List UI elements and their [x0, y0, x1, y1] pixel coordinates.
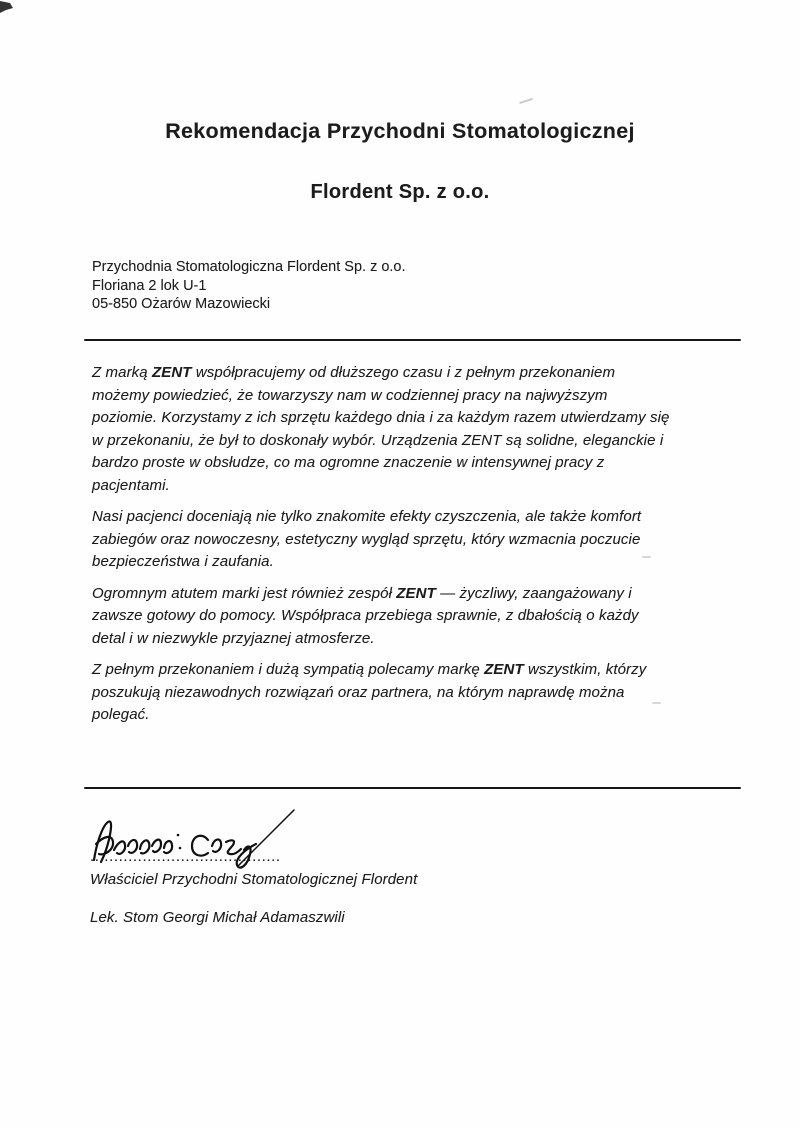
scan-speck-artifact [652, 702, 661, 704]
divider-bottom [84, 787, 741, 789]
letter-body [92, 362, 742, 736]
body-text-run: zabiegów oraz nowoczesny, estetyczny wygląd sprzętu, który wzmacnia poczucie [92, 530, 641, 548]
body-text-run: Z pełnym przekonaniem i dużą sympatią polecamy markę [92, 661, 485, 678]
body-paragraph [92, 362, 742, 497]
body-text-run: wszystkim, którzy [523, 661, 647, 678]
body-text-run: Z marką [92, 364, 152, 381]
body-text-run: detal i w niezwykle przyjaznej atmosferze. [92, 629, 375, 647]
page-subtitle: Flordent Sp. z o.o. [310, 181, 490, 203]
body-text-run: bardzo proste w obsłudze, co ma ogromne znaczenie w intensywnej pracy z [92, 454, 605, 471]
scan-smudge-artifact [519, 98, 533, 104]
body-text-run: — życzliwy, zaangażowany i [435, 584, 632, 602]
body-paragraph [92, 659, 742, 727]
divider-top [84, 339, 741, 341]
body-paragraph [92, 506, 742, 574]
body-text-run: pacjentami. [92, 476, 170, 494]
body-text-run: polegać. [92, 706, 150, 723]
recipient-company: Przychodnia Stomatologiczna Flordent Sp. z o.o. [92, 259, 406, 275]
body-paragraph [92, 583, 742, 651]
body-text-run: współpracujemy od dłuższego czasu i z pełnym przekonaniem [191, 364, 616, 381]
body-text-run: poziomie. Korzystamy z ich sprzętu każdego dnia i za każdym razem utwierdzamy się [92, 409, 670, 426]
scan-corner-artifact [0, 0, 18, 16]
body-text-run: Nasi pacjenci doceniają nie tylko znakomite efekty czyszczenia, ale także komfort [92, 508, 642, 525]
body-text-run: możemy powiedzieć, że towarzyszy nam w codziennej pracy na najwyższym [92, 386, 608, 404]
signer-role: Właściciel Przychodni Stomatologicznej Flordent [90, 871, 418, 888]
body-text-run: bezpieczeństwa i zaufania. [92, 553, 274, 570]
scan-speck-artifact [642, 556, 651, 558]
body-text-run: zawsze gotowy do pomocy. Współpraca przebiega sprawnie, z dbałością o każdy [92, 607, 639, 624]
signer-name: Lek. Stom Georgi Michał Adamaszwili [90, 909, 345, 926]
recipient-address-block [92, 258, 406, 314]
brand-name-bold: ZENT [396, 584, 436, 602]
recipient-city: 05-850 Ożarów Mazowiecki [92, 296, 271, 312]
handwritten-signature [86, 804, 314, 878]
brand-name-bold: ZENT [151, 364, 192, 381]
body-text-run: w przekonaniu, że był to doskonały wybór. Urządzenia ZENT są solidne, eleganckie i [92, 431, 664, 449]
body-text-run: Ogromnym atutem marki jest również zespół [92, 584, 397, 602]
recipient-street: Floriana 2 lok U-1 [92, 277, 207, 294]
brand-name-bold: ZENT [484, 661, 524, 678]
page-title: Rekomendacja Przychodni Stomatologicznej [165, 119, 635, 143]
signature-dotted-line: ........................................ [90, 848, 281, 865]
body-text-run: poszukują niezawodnych rozwiązań oraz partnera, na którym naprawdę można [92, 683, 625, 701]
